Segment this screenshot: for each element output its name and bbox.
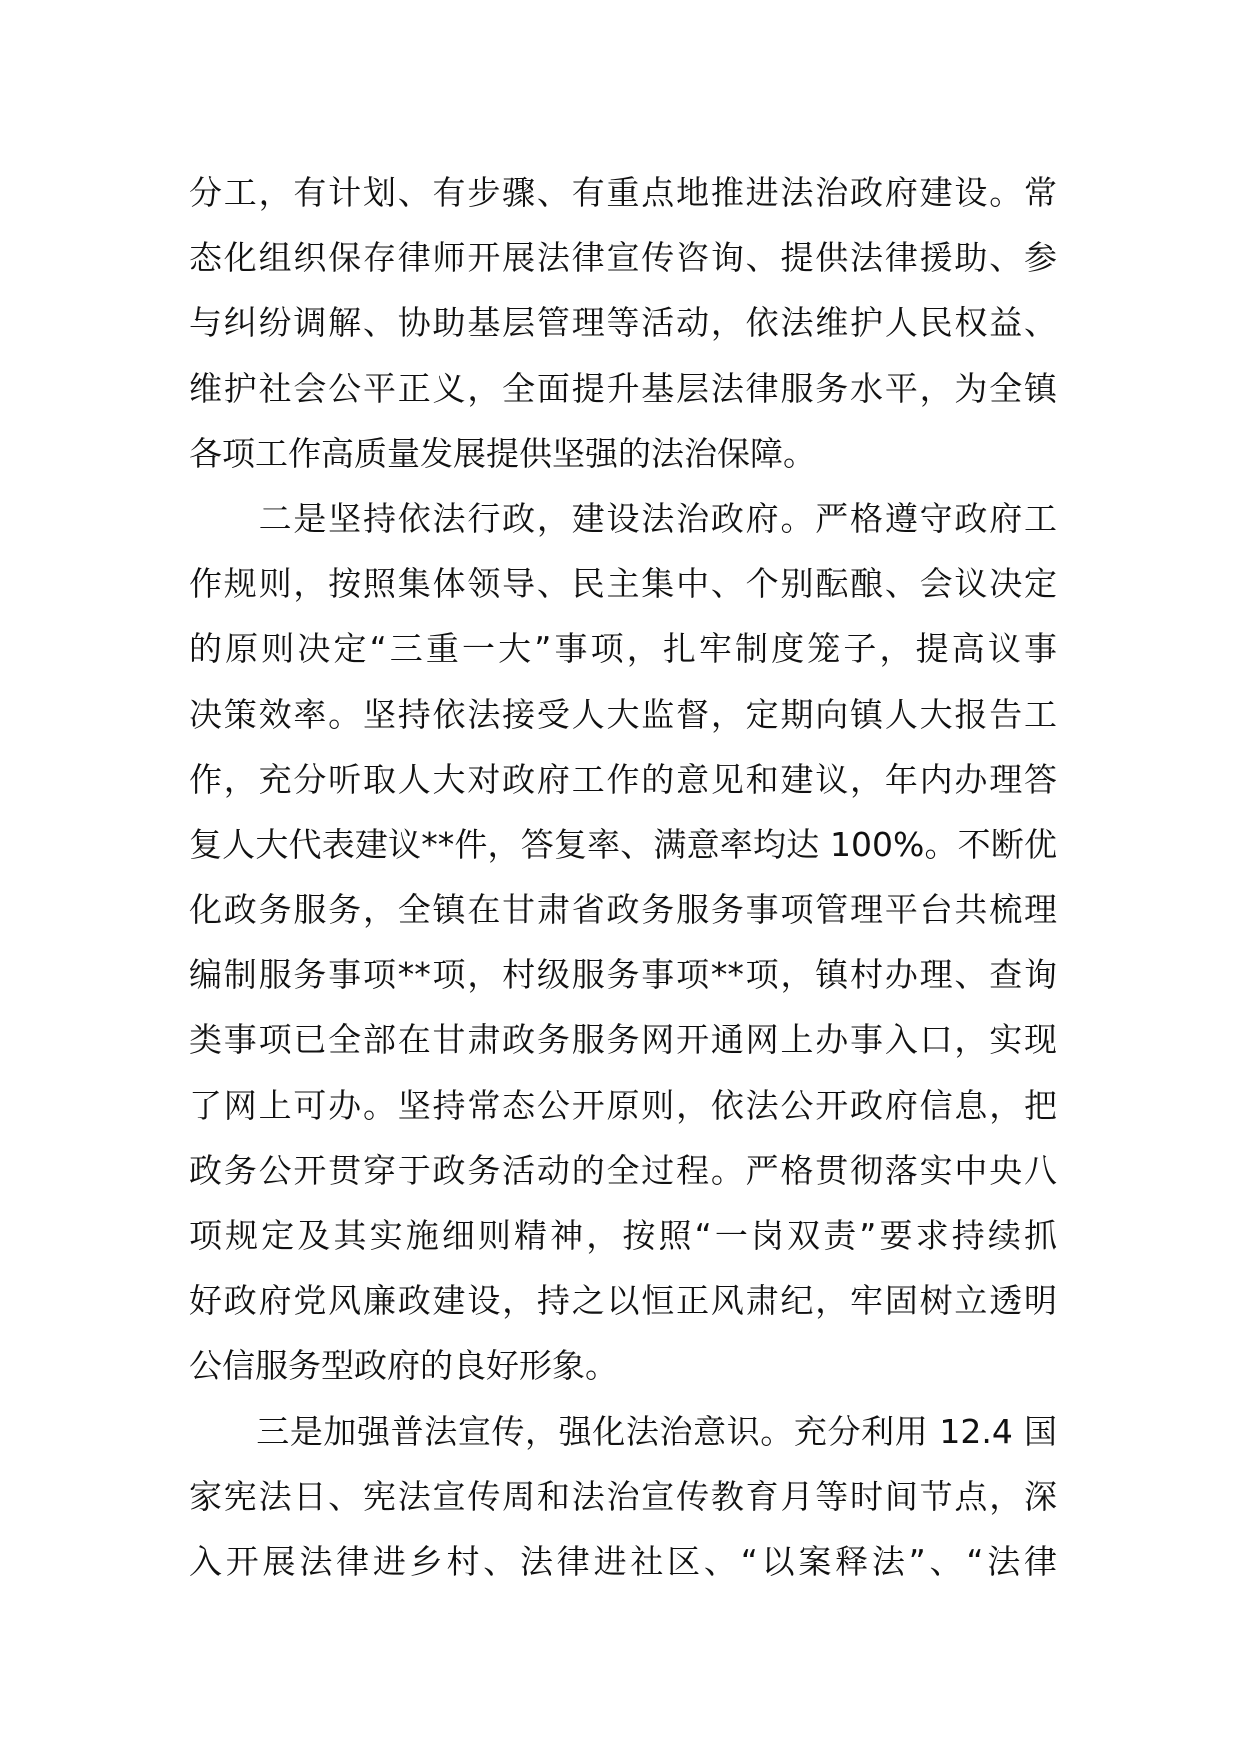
text-line: 各项工作高质量发展提供坚强的法治保障。 <box>189 433 816 473</box>
paragraph-1 <box>189 160 1057 486</box>
text-line: 项规定及其实施细则精神，按照“一岗双责”要求持续抓 <box>189 1216 1057 1255</box>
text-line: 了网上可办。坚持常态公开原则，依法公开政府信息，把 <box>189 1085 1057 1125</box>
text-line: 态化组织保存律师开展法律宣传咨询、提供法律援助、参 <box>189 238 1057 278</box>
text-line: 作规则，按照集体领导、民主集中、个别酝酿、会议决定 <box>189 564 1057 604</box>
text-line: 公信服务型政府的良好形象。 <box>189 1346 618 1386</box>
text-line: 政务公开贯穿于政务活动的全过程。严格贯彻落实中央八 <box>189 1150 1057 1190</box>
text-line: 与纠纷调解、协助基层管理等活动，依法维护人民权益、 <box>189 303 1057 343</box>
text-line: 作，充分听取人大对政府工作的意见和建议，年内办理答 <box>189 759 1057 799</box>
text-line: 分工，有计划、有步骤、有重点地推进法治政府建设。常 <box>189 173 1057 212</box>
text-line: 编制服务事项**项，村级服务事项**项，镇村办理、查询 <box>189 955 1057 995</box>
text-line: 类事项已全部在甘肃政务服务网开通网上办事入口，实现 <box>189 1020 1057 1060</box>
body-text <box>189 160 1057 1594</box>
paragraph-2 <box>189 486 1057 1399</box>
text-line: 入开展法律进乡村、法律进社区、“以案释法”、“法律 <box>189 1541 1057 1581</box>
text-line: 化政务服务，全镇在甘肃省政务服务事项管理平台共梳理 <box>189 890 1057 930</box>
paragraph-3 <box>189 1399 1057 1595</box>
text-line: 三是加强普法宣传，强化法治意识。充分利用 12.4 国 <box>189 1411 1057 1451</box>
text-line: 维护社会公平正义，全面提升基层法律服务水平，为全镇 <box>189 368 1057 408</box>
text-line: 家宪法日、宪法宣传周和法治宣传教育月等时间节点，深 <box>189 1476 1057 1516</box>
text-line: 的原则决定“三重一大”事项，扎牢制度笼子，提高议事 <box>189 629 1057 669</box>
text-line: 二是坚持依法行政，建设法治政府。严格遵守政府工 <box>189 498 1057 538</box>
text-line: 复人大代表建议**件，答复率、满意率均达 100%。不断优 <box>189 824 1057 864</box>
text-line: 好政府党风廉政建设，持之以恒正风肃纪，牢固树立透明 <box>189 1281 1057 1321</box>
text-line: 决策效率。坚持依法接受人大监督，定期向镇人大报告工 <box>189 694 1057 734</box>
